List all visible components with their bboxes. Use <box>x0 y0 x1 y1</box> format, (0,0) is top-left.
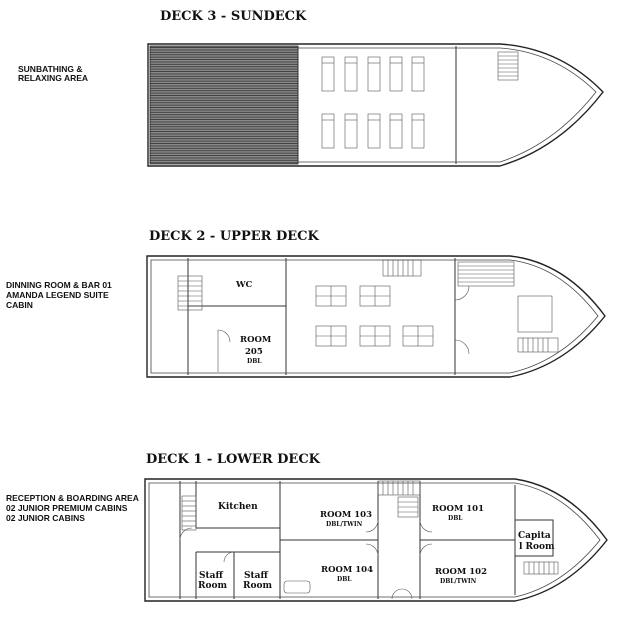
deck-1-title: DECK 1 - LOWER DECK <box>146 452 320 467</box>
room-205-name-line-1: ROOM <box>240 335 272 345</box>
captain-room-line-2: l Room <box>519 542 555 552</box>
deck-1-description-line-3: 02 JUNIOR CABINS <box>6 513 85 523</box>
room-102-type: DBL/TWIN <box>440 578 477 585</box>
room-103-name: ROOM 103 <box>320 510 372 520</box>
staff-room-2-line-1: Staff <box>244 571 268 581</box>
deck-2-hull <box>147 256 605 377</box>
staff-room-2-line-2: Room <box>243 581 273 591</box>
deck-3-description-line-2: RELAXING AREA <box>18 73 89 83</box>
deck-2 <box>6 229 605 377</box>
captain-room-line-1: Capita <box>518 531 551 541</box>
room-205-name-line-2: 205 <box>245 347 263 357</box>
deck-2-description-line-1: DINNING ROOM & BAR 01 <box>6 280 112 290</box>
deck-2-description-line-3: CABIN <box>6 300 33 310</box>
room-104-name: ROOM 104 <box>321 565 373 575</box>
room-101-type: DBL <box>448 515 463 522</box>
kitchen-label: Kitchen <box>218 502 258 512</box>
deck-3-description-line-1: SUNBATHING & <box>18 64 83 74</box>
deck-3-title: DECK 3 - SUNDECK <box>160 9 307 24</box>
sunbathing-deck-area <box>150 46 298 164</box>
room-102-name: ROOM 102 <box>435 567 487 577</box>
deck-2-description-line-2: AMANDA LEGEND SUITE <box>6 290 109 300</box>
deck-1-description-line-2: 02 JUNIOR PREMIUM CABINS <box>6 503 128 513</box>
room-103-type: DBL/TWIN <box>326 521 363 528</box>
wc-label: WC <box>236 280 253 290</box>
staff-room-1-line-1: Staff <box>199 571 223 581</box>
room-205-type: DBL <box>247 358 262 365</box>
staff-room-1-line-2: Room <box>198 581 228 591</box>
deck-1 <box>6 452 607 601</box>
deck-2-title: DECK 2 - UPPER DECK <box>149 229 319 244</box>
deck-1-description-line-1: RECEPTION & BOARDING AREA <box>6 493 139 503</box>
deck-3 <box>18 9 603 166</box>
room-104-type: DBL <box>337 576 352 583</box>
room-101-name: ROOM 101 <box>432 504 484 514</box>
